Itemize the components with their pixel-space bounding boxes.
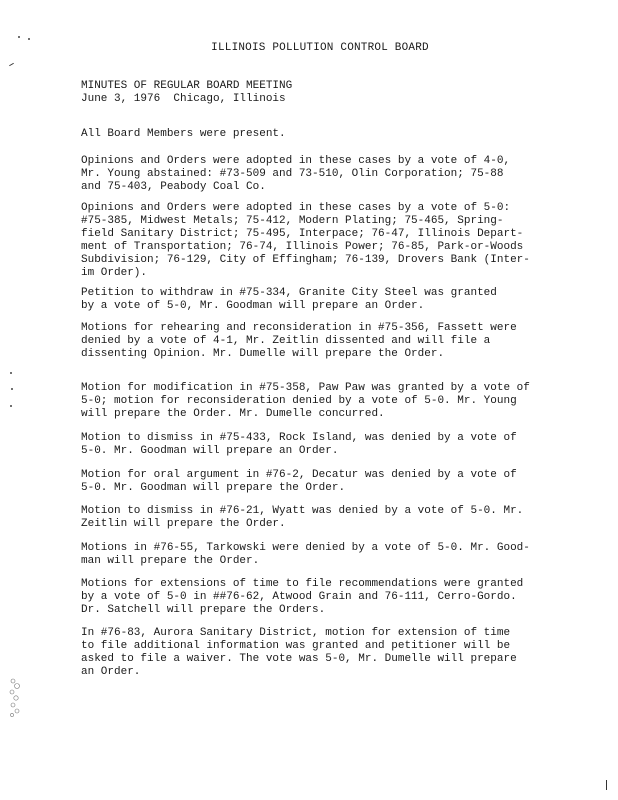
paragraph-line: Motion to dismiss in #76-21, Wyatt was denied by a vote of 5-0. Mr. (81, 505, 524, 517)
paragraph-line: Motion for oral argument in #76-2, Decatur was denied by a vote of (81, 469, 517, 481)
paragraph-attendance (81, 128, 581, 141)
paragraph-opinions-4-0 (81, 155, 581, 194)
paragraph-line: Motions for extensions of time to file recommendations were granted (81, 578, 524, 590)
paragraph-line: dissenting Opinion. Mr. Dumelle will prepare the Order. (81, 348, 445, 360)
scan-speck (10, 372, 12, 374)
paragraph-petition-withdraw (81, 287, 581, 313)
paragraph-line: 5-0. Mr. Goodman will prepare the Order. (81, 482, 346, 494)
paragraph-line: Zeitlin will prepare the Order. (81, 518, 286, 530)
paragraph-line: Motion to dismiss in #75-433, Rock Island, was denied by a vote of (81, 432, 517, 444)
paragraph-dismiss-rock-island (81, 432, 581, 458)
paragraph-aurora (81, 627, 581, 679)
organization-heading: ILLINOIS POLLUTION CONTROL BOARD (211, 42, 429, 54)
paragraph-line: Subdivision; 76-129, City of Effingham; 76-139, Drovers Bank (Inter- (81, 254, 530, 266)
paragraph-line: by a vote of 5-0 in ##76-62, Atwood Grain and 76-111, Cerro-Gordo. (81, 591, 517, 603)
paragraph-tarkowski (81, 542, 581, 568)
scan-speck (10, 405, 12, 407)
scan-speck (28, 38, 30, 40)
paragraph-line: #75-385, Midwest Metals; 75-412, Modern Plating; 75-465, Spring- (81, 215, 504, 227)
paragraph-line: Opinions and Orders were adopted in these cases by a vote of 5-0: (81, 202, 511, 214)
paragraph-line: ment of Transportation; 76-74, Illinois Power; 76-85, Park-or-Woods (81, 241, 524, 253)
paragraph-line: 5-0; motion for reconsideration denied by a vote of 5-0. Mr. Young (81, 395, 517, 407)
paragraph-line: Motions in #76-55, Tarkowski were denied by a vote of 5-0. Mr. Good- (81, 542, 530, 554)
paragraph-line: by a vote of 5-0, Mr. Goodman will prepare an Order. (81, 300, 425, 312)
paragraph-opinions-5-0 (81, 202, 581, 280)
paragraph-line: Motions for rehearing and reconsideration in #75-356, Fassett were (81, 322, 517, 334)
scan-stain (8, 676, 22, 718)
scan-mark (606, 780, 607, 790)
paragraph-oral-argument (81, 469, 581, 495)
paragraph-line: Dr. Satchell will prepare the Orders. (81, 604, 326, 616)
paragraph-line: and 75-403, Peabody Coal Co. (81, 181, 266, 193)
meeting-header (81, 80, 292, 106)
meeting-title: MINUTES OF REGULAR BOARD MEETING (81, 80, 293, 92)
paragraph-line: 5-0. Mr. Goodman will prepare an Order. (81, 445, 339, 457)
paragraph-line: man will prepare the Order. (81, 555, 260, 567)
paragraph-line: All Board Members were present. (81, 128, 286, 140)
meeting-date-place: June 3, 1976 Chicago, Illinois (81, 93, 286, 105)
paragraph-line: Petition to withdraw in #75-334, Granite City Steel was granted (81, 287, 497, 299)
paragraph-rehearing (81, 322, 581, 361)
paragraph-line: In #76-83, Aurora Sanitary District, motion for extension of time (81, 627, 511, 639)
scan-mark (9, 63, 14, 66)
paragraph-line: im Order). (81, 267, 148, 279)
paragraph-extensions (81, 578, 581, 617)
paragraph-line: to file additional information was granted and petitioner will be (81, 640, 511, 652)
paragraph-line: Motion for modification in #75-358, Paw Paw was granted by a vote of (81, 382, 530, 394)
paragraph-line: Opinions and Orders were adopted in these cases by a vote of 4-0, (81, 155, 511, 167)
paragraph-modification (81, 382, 581, 421)
paragraph-line: will prepare the Order. Mr. Dumelle concurred. (81, 408, 385, 420)
paragraph-line: field Sanitary District; 75-495, Interpace; 76-47, Illinois Depart- (81, 228, 524, 240)
paragraph-line: an Order. (81, 666, 141, 678)
paragraph-line: Mr. Young abstained: #73-509 and 73-510, Olin Corporation; 75-88 (81, 168, 504, 180)
scan-speck (11, 388, 13, 390)
paragraph-dismiss-wyatt (81, 505, 581, 531)
scan-speck (18, 36, 20, 38)
paragraph-line: denied by a vote of 4-1, Mr. Zeitlin dissented and will file a (81, 335, 491, 347)
paragraph-line: asked to file a waiver. The vote was 5-0, Mr. Dumelle will prepare (81, 653, 517, 665)
